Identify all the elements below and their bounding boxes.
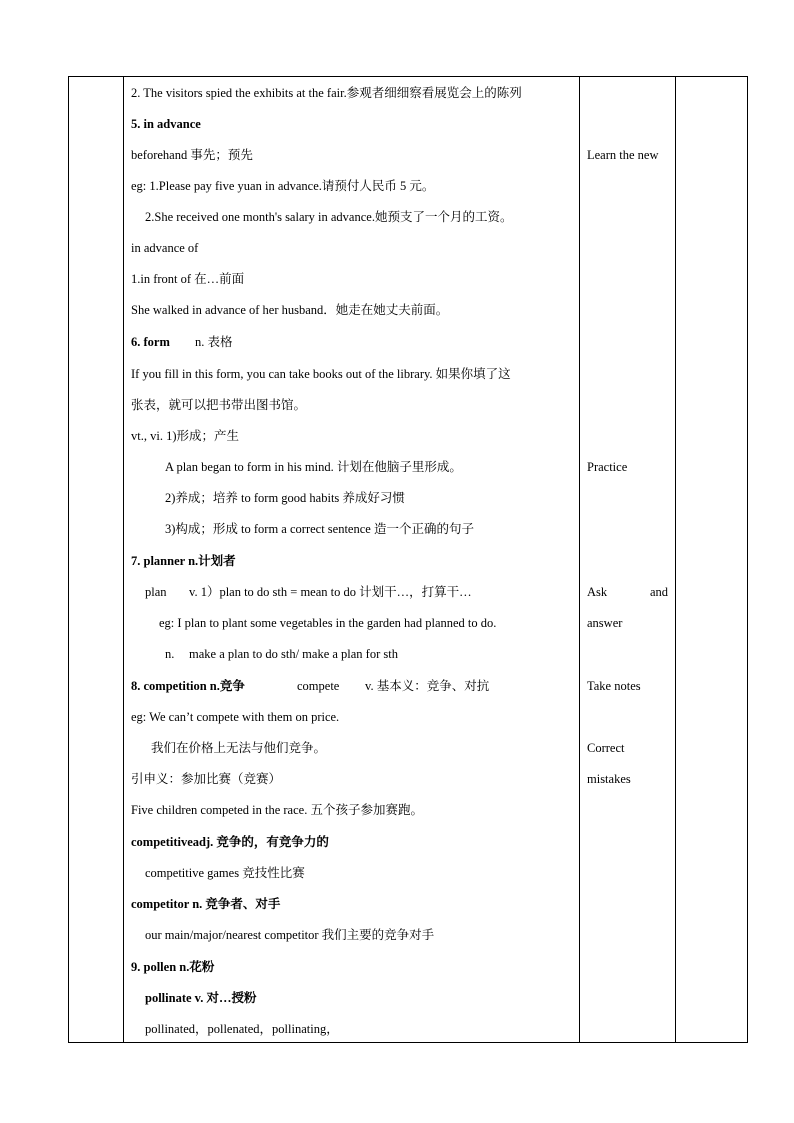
heading-in-advance: 5. in advance — [131, 117, 201, 131]
text-line: eg: We can’t compete with them on price. — [131, 710, 340, 724]
text-line: plan — [145, 585, 167, 599]
text-line: She walked in advance of her husband．她走在她丈夫前面。 — [131, 303, 449, 317]
text-line: 3)构成；形成 to form a correct sentence 造一个正确的句子 — [165, 522, 474, 536]
note-correct: Correct — [587, 741, 625, 755]
text-line: pollinated，pollenated，pollinating， — [145, 1022, 339, 1036]
column-divider-2 — [579, 77, 580, 1042]
text-line: competitive games 竞技性比赛 — [145, 866, 305, 880]
heading-pollen: 9. pollen n.花粉 — [131, 960, 215, 974]
note-ask: Ask — [587, 585, 608, 599]
text-line: 2.She received one month's salary in advance.她预支了一个月的工资。 — [145, 210, 513, 224]
heading-form: 6. form — [131, 335, 170, 349]
lesson-table — [68, 76, 748, 1043]
column-divider-3 — [675, 77, 676, 1042]
heading-planner: 7. planner n.计划者 — [131, 554, 236, 568]
heading-competition: 8. competition n.竞争 — [131, 679, 245, 693]
note-answer: answer — [587, 616, 623, 630]
text-line: 1.in front of 在…前面 — [131, 272, 245, 286]
heading-pollinate: pollinate v. 对…授粉 — [145, 991, 257, 1005]
text-line: make a plan to do sth/ make a plan for sth — [189, 647, 398, 661]
note-mistakes: mistakes — [587, 772, 631, 786]
text-line: If you fill in this form, you can take books out of the library. 如果你填了这 — [131, 367, 511, 381]
note-ask-and — [587, 584, 668, 600]
text-line: Five children competed in the race. 五个孩子参加赛跑。 — [131, 803, 423, 817]
heading-competitor: competitor n. 竞争者、对手 — [131, 897, 281, 911]
text-line: compete — [297, 679, 340, 693]
note-and: and — [649, 585, 668, 599]
text-line: 张表，就可以把书带出图书馆。 — [131, 398, 307, 412]
text-line: 我们在价格上无法与他们竞争。 — [151, 741, 327, 755]
text-line: 2. The visitors spied the exhibits at the fair.参观者细细察看展览会上的陈列 — [131, 86, 522, 100]
text-line: v. 基本义：竞争、对抗 — [365, 679, 490, 693]
text-line: eg: I plan to plant some vegetables in the garden had planned to do. — [159, 616, 497, 630]
text-line: beforehand 事先；预先 — [131, 148, 253, 162]
text-line: in advance of — [131, 241, 199, 255]
text-line: n. — [165, 647, 175, 661]
text-line: vt., vi. 1)形成；产生 — [131, 429, 239, 443]
note-practice: Practice — [587, 460, 628, 474]
note-take-notes: Take notes — [587, 679, 641, 693]
text-line: 引申义：参加比赛（竞赛） — [131, 772, 282, 786]
text-line: 2)养成；培养 to form good habits 养成好习惯 — [165, 491, 405, 505]
note-learn-new: Learn the new — [587, 148, 659, 162]
text-line: our main/major/nearest competitor 我们主要的竞争对手 — [145, 928, 435, 942]
text-line: n. 表格 — [195, 335, 233, 349]
text-line: A plan began to form in his mind. 计划在他脑子里形成。 — [165, 460, 462, 474]
text-line: eg: 1.Please pay five yuan in advance.请预付人民币 5 元。 — [131, 179, 435, 193]
heading-competitive: competitiveadj. 竞争的，有竞争力的 — [131, 835, 329, 849]
column-divider-1 — [123, 77, 124, 1042]
text-line: v. 1）plan to do sth = mean to do 计划干…，打算干… — [189, 585, 472, 599]
